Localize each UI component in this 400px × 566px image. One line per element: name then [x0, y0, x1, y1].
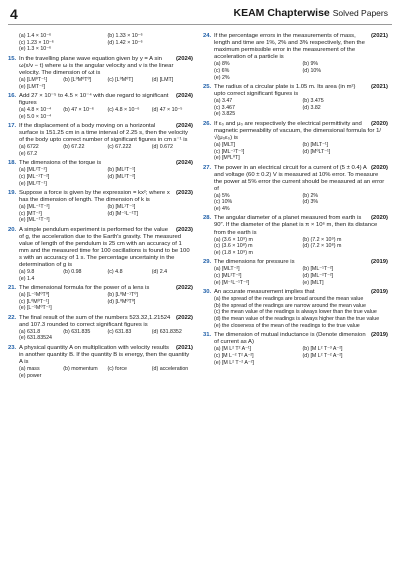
option-item: (b) 1.33 × 10⁻⁶: [107, 33, 143, 39]
option-item: (a) (3.6 × 10⁹) m: [214, 236, 253, 243]
question-30: [203, 289, 388, 330]
options-list: [8, 269, 193, 282]
option-item: (a) 631.8: [19, 328, 41, 335]
options-list: [8, 33, 193, 53]
question-text-row: [203, 289, 388, 296]
options-list: [203, 193, 388, 213]
options-list: [203, 266, 388, 286]
options-list: [8, 107, 193, 120]
question-text-row: [203, 332, 388, 346]
question-21: [8, 285, 193, 312]
option-item: (e) [M L² T⁻² A⁻²]: [214, 359, 254, 366]
options-list: [8, 167, 193, 187]
question-body: [19, 345, 193, 366]
option-item: (c) 1.23 × 10⁻⁶: [19, 39, 54, 46]
question-19: [8, 190, 193, 224]
question-text-row: [203, 121, 388, 142]
question-24: [203, 33, 388, 81]
option-item: (a) [M L² T² A⁻¹]: [214, 346, 252, 353]
book-title-sub: Solved Papers: [332, 8, 388, 18]
question-statement: The dimensional formula for the power of a lens is: [19, 284, 150, 291]
question-year: (2024): [175, 122, 193, 129]
options-list: [8, 329, 193, 342]
option-item: (d) 0.672: [151, 144, 173, 151]
option-item: (a) [MLT]: [214, 141, 236, 148]
option-item: (b) [M L² T⁻³ A⁻²]: [302, 346, 343, 353]
option-item: (c) 3.467: [214, 104, 235, 111]
question-27: [203, 165, 388, 213]
option-item: (c) [M L⁻² T² A⁻²]: [214, 352, 254, 359]
option-item: (a) [ML²T⁻²]: [19, 167, 47, 174]
option-item: (c) 6%: [214, 67, 230, 74]
question-cont: [8, 33, 193, 53]
question-year: (2021): [175, 344, 193, 351]
option-item: (c) 4.8 × 10⁻⁶: [107, 106, 140, 113]
question-number: 28.: [203, 215, 212, 222]
question-text-row: [8, 190, 193, 204]
question-year: (2019): [370, 289, 388, 296]
option-item: (a) 9.8: [19, 268, 35, 275]
option-item: (a) 5%: [214, 192, 230, 199]
options-list: [203, 98, 388, 118]
question-26: [203, 121, 388, 162]
question-28: [203, 215, 388, 256]
options-list: [8, 144, 193, 157]
option-item: (b) 3.475: [302, 97, 324, 104]
options-list: [203, 142, 388, 162]
question-year: (2019): [370, 332, 388, 339]
option-item: (d) acceleration: [151, 365, 189, 372]
option-item: (a) [MLT⁻²]: [214, 266, 240, 273]
question-year: (2023): [175, 226, 193, 233]
question-23: [8, 345, 193, 380]
question-29: [203, 259, 388, 286]
question-number: 23.: [8, 344, 17, 351]
option-item: (d) [ML⁻²T⁻²]: [302, 273, 334, 280]
option-item: (e) [ML⁻¹T⁻²]: [19, 217, 50, 224]
question-year: (2020): [370, 120, 388, 127]
option-item: (b) the spread of the readings are narrow around the mean value: [214, 302, 366, 309]
question-text-row: [8, 160, 193, 167]
option-item: (d) [M L² T⁻² A⁻²]: [302, 352, 343, 359]
option-item: (b) [L⁰M⁰T⁰]: [63, 76, 92, 83]
question-text-row: [203, 215, 388, 236]
question-statement: If the displacement of a body moving on a horizontal surface is 151.25 cm in a time interval of 2.25 s, then the velocity of the body upto correct number of significant figures in cm s⁻¹ is: [19, 122, 188, 144]
option-item: (a) the spread of the readings are broad around the mean value: [214, 296, 364, 303]
question-text-row: [8, 285, 193, 292]
option-item: (c) [ML²T⁻²]: [214, 273, 242, 280]
options-list: [8, 204, 193, 224]
option-item: (e) 1.4: [19, 275, 35, 282]
question-18: [8, 160, 193, 187]
question-statement: The angular diameter of a planet measured from earth is 90″. If the diameter of the planet is π × 10⁶ m, then its distance from the earth is: [214, 215, 378, 236]
question-statement: A physical quantity A on multiplication with velocity results in another quantity B. If the quantity B is energy, then the quantity A is: [19, 344, 190, 365]
question-text-row: [8, 345, 193, 366]
question-number: 24.: [203, 33, 212, 39]
option-item: (a) 8%: [214, 61, 230, 68]
options-list: [8, 77, 193, 90]
question-body: [19, 190, 193, 204]
question-number: 19.: [8, 189, 17, 196]
question-statement: The dimensions of the torque is: [19, 160, 102, 167]
question-text-row: [8, 227, 193, 269]
question-year: (2024): [175, 92, 193, 99]
question-statement: Add 27 × 10⁻⁵ to 4.5 × 10⁻⁴ with due regard to significant figures: [19, 92, 169, 106]
question-31: [203, 332, 388, 366]
question-number: 29.: [203, 259, 212, 266]
option-item: (e) (1.8 × 10⁹) m: [214, 249, 253, 256]
option-item: (e) [MLT]: [302, 279, 324, 286]
question-statement: If the percentage errors in the measurements of mass, length and time are 1%, 2% and 3% respectively, then the maximum permissible error in the measurement of the acceleration of a particle is: [214, 33, 365, 61]
option-item: (c) force: [107, 365, 127, 372]
question-body: [19, 56, 193, 77]
question-body: [19, 227, 193, 269]
question-text-row: [203, 84, 388, 98]
question-year: (2020): [370, 164, 388, 171]
question-statement: An accurate measurement implies that: [214, 289, 315, 296]
option-item: (d) [L⁰M⁰T⁰]: [107, 298, 136, 305]
option-item: (a) 3.47: [214, 97, 233, 104]
question-body: [19, 93, 193, 107]
question-statement: The final result of the sum of the numbers 523.32,1.21524 and 107.3 rounded to correct significant figures is: [19, 314, 171, 328]
question-year: (2022): [175, 284, 193, 291]
question-text-row: [203, 165, 388, 193]
question-15: [8, 56, 193, 91]
left-column: [8, 33, 193, 382]
option-item: (e) 67.2: [19, 150, 38, 157]
option-item: (d) the mean value of the readings is always higher than the true value: [214, 316, 380, 323]
question-number: 17.: [8, 122, 17, 129]
option-item: (a) 6722: [19, 144, 39, 151]
question-20: [8, 227, 193, 283]
question-number: 20.: [8, 226, 17, 233]
question-year: (2024): [175, 160, 193, 167]
question-number: 31.: [203, 332, 212, 339]
question-body: [214, 165, 388, 193]
question-number: 18.: [8, 160, 17, 167]
option-item: (c) [L⁰M⁰T]: [107, 76, 133, 83]
book-title: [234, 7, 389, 19]
option-item: (d) [M⁻¹L⁻¹T]: [107, 210, 139, 217]
question-statement: The dimensions for pressure is: [214, 259, 295, 266]
option-item: (b) 67.22: [63, 144, 85, 151]
question-year: (2021): [370, 33, 388, 39]
question-year: (2024): [175, 55, 193, 62]
question-statement: A simple pendulum experiment is performed for the value of g, the acceleration due to the Earth's gravity. The measured value of length of the pendulum is 25 cm with an accuracy of 1 mm and the measured time for 100 oscillations is found to be 100 s with an accuracy of 1 s. The percentage uncertainty in the determination of g is: [19, 226, 190, 268]
question-body: [214, 332, 388, 346]
option-item: (d) 3.82: [302, 104, 321, 111]
option-item: (b) 631.835: [63, 328, 91, 335]
option-item: (a) 4.8 × 10⁻⁴: [19, 106, 52, 113]
question-number: 21.: [8, 284, 17, 291]
option-item: (b) momentum: [63, 365, 98, 372]
question-text-row: [203, 33, 388, 61]
question-body: [214, 215, 388, 236]
options-list: [203, 346, 388, 366]
question-text-row: [203, 259, 388, 266]
option-item: (c) [L⁰M⁰T⁻¹]: [19, 298, 49, 305]
question-number: 26.: [203, 120, 212, 127]
option-item: (e) [M⁻¹L⁻¹T⁻²]: [214, 279, 250, 286]
option-item: (c) [ML⁻¹T⁻¹]: [214, 148, 245, 155]
option-item: (a) [LM⁰T⁻¹]: [19, 76, 48, 83]
option-item: (a) 1.4 × 10⁻⁶: [19, 33, 52, 39]
option-item: (c) the mean value of the readings is always lower than the true value: [214, 309, 377, 316]
question-body: [19, 160, 193, 167]
question-year: (2020): [370, 215, 388, 222]
option-item: (e) 631.83524: [19, 335, 52, 342]
question-number: 30.: [203, 289, 212, 296]
option-item: (c) [MT⁻²]: [19, 210, 42, 217]
option-item: (e) [LMT⁻²]: [19, 83, 46, 90]
option-item: (b) [MLT⁻¹]: [302, 141, 329, 148]
options-list: [8, 292, 193, 312]
option-item: (e) 5.0 × 10⁻⁴: [19, 113, 52, 120]
question-statement: If ε₀ and μ₀ are respectively the electrical permittivity and magnetic permeability of vacuum, the dimensional formula for 1/√(μ₀ε₀) is: [214, 120, 381, 141]
option-item: (d) 2.4: [151, 268, 168, 275]
question-body: [214, 33, 388, 61]
question-body: [214, 259, 388, 266]
option-item: (d) 631.8352: [151, 328, 182, 335]
option-item: (d) [ML²T⁻²]: [107, 173, 136, 180]
option-item: (e) 3.825: [214, 111, 236, 118]
option-item: (b) [L⁰M⁻¹T⁰]: [107, 291, 138, 298]
options-list: [203, 61, 388, 81]
option-item: (d) 47 × 10⁻⁵: [151, 106, 183, 113]
question-body: [214, 121, 388, 142]
option-item: (b) [ML²T⁻¹]: [107, 167, 136, 174]
question-statement: The power in an electrical circuit for a current of (5 ± 0.4) A and voltage (60 ± 0.2) V is measured at 10% error. To measure the power at 5% error the current should be measured at an error of: [214, 164, 385, 192]
question-text-row: [8, 93, 193, 107]
question-17: [8, 123, 193, 158]
option-item: (e) [L⁻¹M⁰T⁻¹]: [19, 305, 52, 312]
question-statement: The radius of a circular plate is 1.05 m. Its area (in m²) upto correct significant figures is: [214, 83, 356, 97]
option-item: (c) 631.83: [107, 328, 132, 335]
option-item: (d) [M⁰LT⁻¹]: [302, 148, 331, 155]
option-item: (c) 10%: [214, 199, 233, 206]
option-item: (d) 1.42 × 10⁻⁶: [107, 39, 143, 46]
option-item: (e) 2%: [214, 74, 230, 81]
question-text-row: [8, 123, 193, 144]
option-item: (e) the closeness of the mean of the readings to the true value: [214, 322, 360, 329]
option-item: (e) power: [19, 372, 42, 379]
options-list: [203, 237, 388, 257]
question-22: [8, 315, 193, 343]
page-number: 4: [10, 6, 18, 22]
question-statement: The dimension of mutual inductance is (Denote dimension of current as A): [214, 332, 366, 346]
option-item: (a) [L⁻¹M⁰T⁰]: [19, 291, 50, 298]
question-number: 27.: [203, 164, 212, 171]
option-item: (e) 1.3 × 10⁻⁶: [19, 46, 52, 53]
question-number: 15.: [8, 55, 17, 62]
option-item: (b) 9%: [302, 61, 319, 68]
option-item: (b) 2%: [302, 192, 319, 199]
option-item: (d) [LMT]: [151, 76, 174, 83]
question-text-row: [8, 315, 193, 329]
question-number: 22.: [8, 314, 17, 321]
question-number: 16.: [8, 92, 17, 99]
option-item: (b) [ML¹T⁻¹]: [107, 203, 136, 210]
option-item: (e) [ML²T⁻¹]: [19, 180, 47, 187]
question-number: 25.: [203, 83, 212, 90]
option-item: (b) 0.98: [63, 268, 82, 275]
option-item: (d) 10%: [302, 67, 322, 74]
option-item: (e) 4%: [214, 206, 230, 213]
question-body: [19, 285, 193, 292]
options-list: [8, 366, 193, 379]
question-statement: Suppose a force is given by the expression = kx²; where x has the dimension of length. The dimension of k is: [19, 189, 170, 203]
option-item: (c) (3.6 × 10⁸) m: [214, 243, 253, 250]
option-item: (a) [ML⁻¹T⁻²]: [19, 203, 50, 210]
question-text-row: [8, 56, 193, 77]
option-item: (d) 3%: [302, 199, 319, 206]
question-statement: In the travelling plane wave equation given by y = A sin ω(x/v − t) where ω is the angular velocity and v is the linear velocity. The dimension of ωt is: [19, 55, 174, 76]
question-body: [19, 315, 193, 329]
question-body: [214, 289, 388, 296]
option-item: (c) 4.8: [107, 268, 123, 275]
option-item: (d) (7.2 × 10⁸) m: [302, 243, 342, 250]
question-year: (2021): [370, 83, 388, 90]
question-year: (2019): [370, 259, 388, 266]
option-item: (a) mass: [19, 365, 40, 372]
right-column: [203, 33, 388, 369]
option-item: (b) 47 × 10⁻⁶: [63, 106, 94, 113]
book-title-main: KEAM Chapterwise: [233, 7, 330, 19]
option-item: (e) [M⁰L⁰T]: [214, 155, 240, 162]
question-year: (2022): [175, 314, 193, 321]
question-year: (2023): [175, 189, 193, 196]
option-item: (b) (7.2 × 10⁹) m: [302, 236, 342, 243]
option-item: (b) [ML⁻¹T⁻²]: [302, 266, 334, 273]
header-rule: [8, 24, 392, 25]
option-item: (c) [ML⁻¹T⁻²]: [19, 173, 50, 180]
question-body: [19, 123, 193, 144]
options-list: [203, 296, 388, 330]
question-16: [8, 93, 193, 121]
option-item: (c) 67.222: [107, 144, 132, 151]
question-25: [203, 84, 388, 118]
question-body: [214, 84, 388, 98]
